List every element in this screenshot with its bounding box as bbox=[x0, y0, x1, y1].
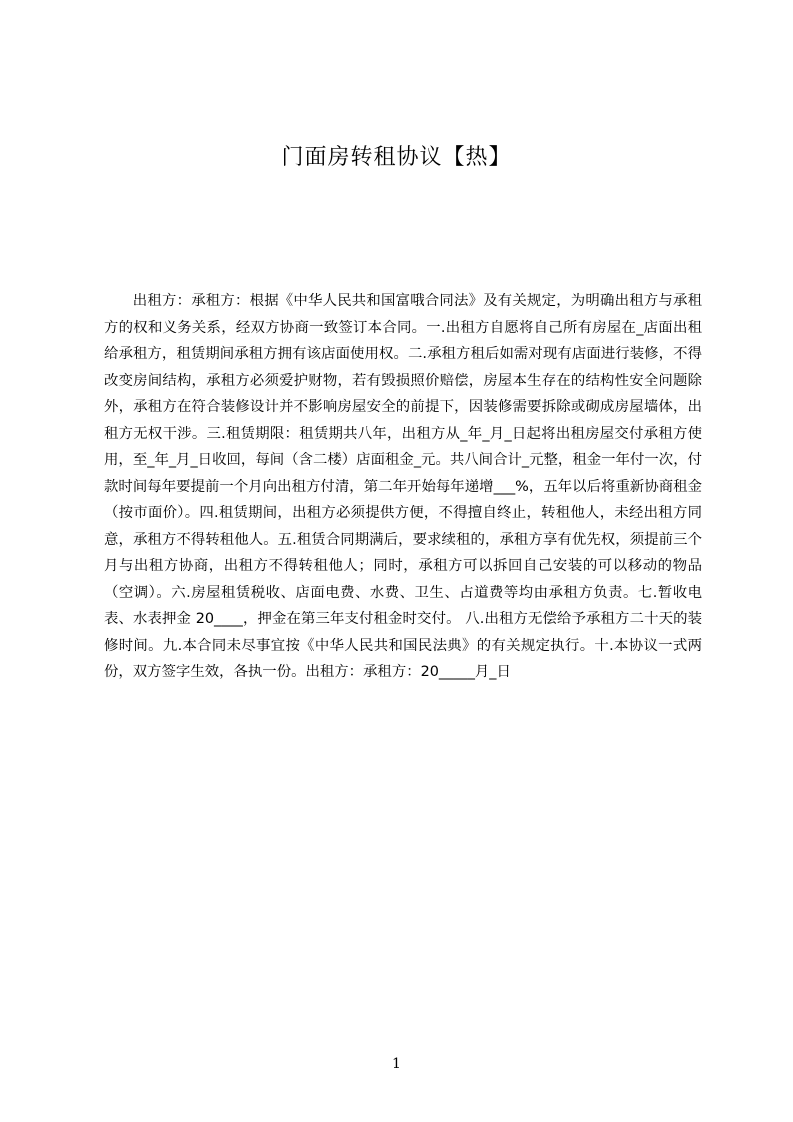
page-number: 1 bbox=[392, 1056, 401, 1072]
document-title: 门面房转租协议【热】 bbox=[281, 145, 512, 170]
agreement-body-text: 出租方：承租方：根据《中华人民共和国富哦合同法》及有关规定，为明确出租方与承租方的权和义务关系，经双方协商一致签订本合同。一.出租方自愿将自己所有房屋在_店面出租给承租方，租赁期间承租方拥有该店面使用权。二.承租方租后如需对现有店面进行装修，不得改变房间结构，承租方必须爱护财物，若有毁损照价赔偿，房屋本生存在的结构性安全问题除外，承租方在符合装修设计并不影响房屋安全的前提下，因装修需要拆除或砌成房屋墙体，出租方无权干涉。三.租赁期限：租赁期共八年，出租方从_年_月_日起将出租房屋交付承租方使用，至_年_月_日收回，每间（含二楼）店面租金_元。共八间合计_元整，租金一年付一次，付款时间每年要提前一个月向出租方付清，第二年开始每年递增___%，五年以后将重新协商租金（按市面价）。四.租赁期间，出租方必须提供方便，不得擅自终止，转租他人，未经出租方同意，承租方不得转租他人。五.租赁合同期满后，要求续租的，承租方享有优先权，须提前三个月与出租方协商，出租方不得转租他人；同时，承租方可以拆回自己安装的可以移动的物品（空调）。六.房屋租赁税收、店面电费、水费、卫生、占道费等均由承租方负责。七.暂收电表、水表押金 20____，押金在第三年支付租金时交付。 八.出租方无偿给予承租方二十天的装修时间。九.本合同未尽事宜按《中华人民共和国民法典》的有关规定执行。十.本协议一式两份，双方签字生效，各执一份。出租方：承租方：20_____月_日 bbox=[104, 293, 702, 680]
